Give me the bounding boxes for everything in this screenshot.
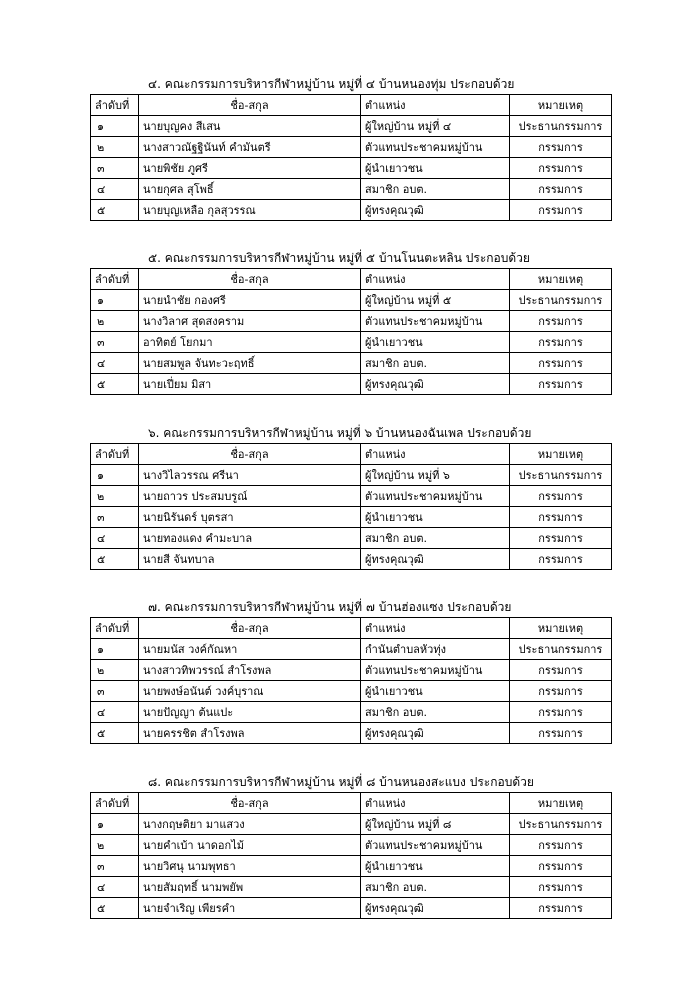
row-number: ๒ xyxy=(91,660,139,681)
member-name: นายคำเบ้า นาดอกไม้ xyxy=(139,835,361,856)
table-row xyxy=(91,332,612,353)
row-number: ๓ xyxy=(91,158,139,179)
member-name: นายวิศนุ นามพุทธา xyxy=(139,856,361,877)
row-number: ๔ xyxy=(91,353,139,374)
table-header-row xyxy=(91,618,612,639)
header-note: หมายเหตุ xyxy=(510,95,612,116)
row-number: ๑ xyxy=(91,639,139,660)
member-position: ผู้ทรงคุณวุฒิ xyxy=(361,549,510,570)
member-role: กรรมการ xyxy=(510,179,612,200)
member-role: กรรมการ xyxy=(510,137,612,158)
table-row xyxy=(91,507,612,528)
row-number: ๓ xyxy=(91,681,139,702)
table-row xyxy=(91,835,612,856)
header-no: ลำดับที่ xyxy=(91,618,139,639)
member-name: นางกฤษติยา มาแสวง xyxy=(139,814,361,835)
member-name: นายจำเริญ เพียรคำ xyxy=(139,898,361,919)
member-position: ผู้ใหญ่บ้าน หมู่ที่ ๕ xyxy=(361,290,510,311)
table-row xyxy=(91,200,612,221)
member-role: กรรมการ xyxy=(510,353,612,374)
member-position: ผู้ทรงคุณวุฒิ xyxy=(361,374,510,395)
header-no: ลำดับที่ xyxy=(91,269,139,290)
member-name: นายสี จันทบาล xyxy=(139,549,361,570)
member-name: นายถาวร ประสมบรูณ์ xyxy=(139,486,361,507)
table-row xyxy=(91,877,612,898)
table-row xyxy=(91,116,612,137)
header-name: ชื่อ-สกุล xyxy=(139,793,361,814)
member-role: กรรมการ xyxy=(510,877,612,898)
member-name: นายบุญคง สีเสน xyxy=(139,116,361,137)
row-number: ๔ xyxy=(91,179,139,200)
member-name: นายสมพูล จันทะวะฤทธิ์ xyxy=(139,353,361,374)
table-row xyxy=(91,179,612,200)
member-position: ผู้ทรงคุณวุฒิ xyxy=(361,898,510,919)
table-row xyxy=(91,528,612,549)
member-role: กรรมการ xyxy=(510,374,612,395)
member-position: ตัวแทนประชาคมหมู่บ้าน xyxy=(361,660,510,681)
table-header-row xyxy=(91,444,612,465)
header-position: ตำแหน่ง xyxy=(361,95,510,116)
committee-section xyxy=(90,74,611,221)
header-position: ตำแหน่ง xyxy=(361,269,510,290)
member-name: นายนิรันดร์ บุตรสา xyxy=(139,507,361,528)
row-number: ๒ xyxy=(91,835,139,856)
row-number: ๑ xyxy=(91,465,139,486)
member-name: นายพงษ์อนันต์ วงค์บุราณ xyxy=(139,681,361,702)
member-position: ตัวแทนประชาคมหมู่บ้าน xyxy=(361,486,510,507)
member-position: ตัวแทนประชาคมหมู่บ้าน xyxy=(361,311,510,332)
row-number: ๒ xyxy=(91,486,139,507)
row-number: ๕ xyxy=(91,723,139,744)
member-name: นายกุศล สุโพธิ์ xyxy=(139,179,361,200)
table-row xyxy=(91,290,612,311)
header-no: ลำดับที่ xyxy=(91,95,139,116)
member-position: สมาชิก อบต. xyxy=(361,877,510,898)
committee-section xyxy=(90,248,611,395)
table-row xyxy=(91,158,612,179)
committee-table xyxy=(90,792,612,919)
member-name: นางสาวณัฐฐินันท์ คำมันตรี xyxy=(139,137,361,158)
row-number: ๕ xyxy=(91,374,139,395)
section-title: ๘. คณะกรรมการบริหารกีฬาหมู่บ้าน หมู่ที่ ๘ บ้านหนองสะแบง ประกอบด้วย xyxy=(148,775,534,789)
member-role: ประธานกรรมการ xyxy=(510,814,612,835)
table-row xyxy=(91,660,612,681)
committee-table xyxy=(90,443,612,570)
committee-table xyxy=(90,617,612,744)
member-name: นายทองแดง คำมะบาล xyxy=(139,528,361,549)
member-role: ประธานกรรมการ xyxy=(510,465,612,486)
table-row xyxy=(91,702,612,723)
table-row xyxy=(91,681,612,702)
header-position: ตำแหน่ง xyxy=(361,618,510,639)
row-number: ๔ xyxy=(91,877,139,898)
committee-table xyxy=(90,94,612,221)
table-row xyxy=(91,814,612,835)
member-name: นายเปี่ยม มิสา xyxy=(139,374,361,395)
member-role: กรรมการ xyxy=(510,660,612,681)
member-name: นางวิไลวรรณ ศรีนา xyxy=(139,465,361,486)
member-role: ประธานกรรมการ xyxy=(510,639,612,660)
member-position: สมาชิก อบต. xyxy=(361,702,510,723)
member-role: กรรมการ xyxy=(510,200,612,221)
header-name: ชื่อ-สกุล xyxy=(139,269,361,290)
member-position: ผู้นำเยาวชน xyxy=(361,507,510,528)
row-number: ๓ xyxy=(91,507,139,528)
member-role: กรรมการ xyxy=(510,311,612,332)
committee-section xyxy=(90,423,611,570)
section-title: ๕. คณะกรรมการบริหารกีฬาหมู่บ้าน หมู่ที่ ๕ บ้านโนนตะหลิน ประกอบด้วย xyxy=(148,251,530,265)
section-title: ๖. คณะกรรมการบริหารกีฬาหมู่บ้าน หมู่ที่ ๖ บ้านหนองฉันเพล ประกอบด้วย xyxy=(148,426,532,440)
header-name: ชื่อ-สกุล xyxy=(139,618,361,639)
member-name: นายพิชัย ภูศรี xyxy=(139,158,361,179)
member-position: ผู้ทรงคุณวุฒิ xyxy=(361,200,510,221)
header-name: ชื่อ-สกุล xyxy=(139,444,361,465)
table-row xyxy=(91,486,612,507)
table-header-row xyxy=(91,793,612,814)
header-note: หมายเหตุ xyxy=(510,618,612,639)
member-role: กรรมการ xyxy=(510,856,612,877)
member-role: กรรมการ xyxy=(510,835,612,856)
section-title: ๗. คณะกรรมการบริหารกีฬาหมู่บ้าน หมู่ที่ ๗ บ้านฮ่องแซง ประกอบด้วย xyxy=(148,600,512,614)
table-row xyxy=(91,137,612,158)
member-position: ผู้นำเยาวชน xyxy=(361,158,510,179)
row-number: ๔ xyxy=(91,702,139,723)
table-row xyxy=(91,465,612,486)
committee-table xyxy=(90,268,612,395)
table-header-row xyxy=(91,269,612,290)
member-position: สมาชิก อบต. xyxy=(361,353,510,374)
member-role: กรรมการ xyxy=(510,549,612,570)
member-position: ผู้ใหญ่บ้าน หมู่ที่ ๔ xyxy=(361,116,510,137)
member-name: นายสัมฤทธิ์ นามพยัพ xyxy=(139,877,361,898)
member-role: กรรมการ xyxy=(510,507,612,528)
member-position: กำนันตำบลหัวทุ่ง xyxy=(361,639,510,660)
row-number: ๓ xyxy=(91,856,139,877)
member-name: นายครรชิต สำโรงพล xyxy=(139,723,361,744)
member-role: กรรมการ xyxy=(510,702,612,723)
table-row xyxy=(91,353,612,374)
row-number: ๔ xyxy=(91,528,139,549)
committee-section xyxy=(90,597,611,744)
member-role: กรรมการ xyxy=(510,332,612,353)
member-position: ผู้ทรงคุณวุฒิ xyxy=(361,723,510,744)
header-note: หมายเหตุ xyxy=(510,793,612,814)
table-row xyxy=(91,856,612,877)
member-position: สมาชิก อบต. xyxy=(361,179,510,200)
member-position: สมาชิก อบต. xyxy=(361,528,510,549)
section-title: ๔. คณะกรรมการบริหารกีฬาหมู่บ้าน หมู่ที่ ๔ บ้านหนองทุ่ม ประกอบด้วย xyxy=(148,77,515,91)
header-position: ตำแหน่ง xyxy=(361,444,510,465)
member-position: ผู้นำเยาวชน xyxy=(361,332,510,353)
member-role: กรรมการ xyxy=(510,681,612,702)
row-number: ๑ xyxy=(91,290,139,311)
table-row xyxy=(91,311,612,332)
row-number: ๑ xyxy=(91,814,139,835)
row-number: ๕ xyxy=(91,200,139,221)
member-position: ตัวแทนประชาคมหมู่บ้าน xyxy=(361,137,510,158)
row-number: ๒ xyxy=(91,311,139,332)
member-name: นายมนัส วงค์กัณหา xyxy=(139,639,361,660)
member-name: นายปัญญา ต้นแปะ xyxy=(139,702,361,723)
member-name: นางสาวทิพวรรณ์ สำโรงพล xyxy=(139,660,361,681)
row-number: ๒ xyxy=(91,137,139,158)
member-role: ประธานกรรมการ xyxy=(510,116,612,137)
member-role: ประธานกรรมการ xyxy=(510,290,612,311)
member-name: นายบุญเหลือ กุลสุวรรณ xyxy=(139,200,361,221)
row-number: ๓ xyxy=(91,332,139,353)
member-name: นางวิลาศ สุดสงคราม xyxy=(139,311,361,332)
table-row xyxy=(91,639,612,660)
row-number: ๕ xyxy=(91,898,139,919)
table-header-row xyxy=(91,95,612,116)
row-number: ๕ xyxy=(91,549,139,570)
member-position: ผู้ใหญ่บ้าน หมู่ที่ ๘ xyxy=(361,814,510,835)
member-position: ผู้นำเยาวชน xyxy=(361,856,510,877)
header-note: หมายเหตุ xyxy=(510,444,612,465)
member-role: กรรมการ xyxy=(510,158,612,179)
member-role: กรรมการ xyxy=(510,528,612,549)
row-number: ๑ xyxy=(91,116,139,137)
member-role: กรรมการ xyxy=(510,486,612,507)
table-row xyxy=(91,374,612,395)
header-note: หมายเหตุ xyxy=(510,269,612,290)
member-role: กรรมการ xyxy=(510,723,612,744)
committee-section xyxy=(90,772,611,919)
header-no: ลำดับที่ xyxy=(91,444,139,465)
header-name: ชื่อ-สกุล xyxy=(139,95,361,116)
table-row xyxy=(91,723,612,744)
member-name: อาทิตย์ โยกมา xyxy=(139,332,361,353)
header-position: ตำแหน่ง xyxy=(361,793,510,814)
member-position: ตัวแทนประชาคมหมู่บ้าน xyxy=(361,835,510,856)
table-row xyxy=(91,898,612,919)
header-no: ลำดับที่ xyxy=(91,793,139,814)
member-position: ผู้นำเยาวชน xyxy=(361,681,510,702)
member-position: ผู้ใหญ่บ้าน หมู่ที่ ๖ xyxy=(361,465,510,486)
member-name: นายนำชัย กองศรี xyxy=(139,290,361,311)
member-role: กรรมการ xyxy=(510,898,612,919)
table-row xyxy=(91,549,612,570)
